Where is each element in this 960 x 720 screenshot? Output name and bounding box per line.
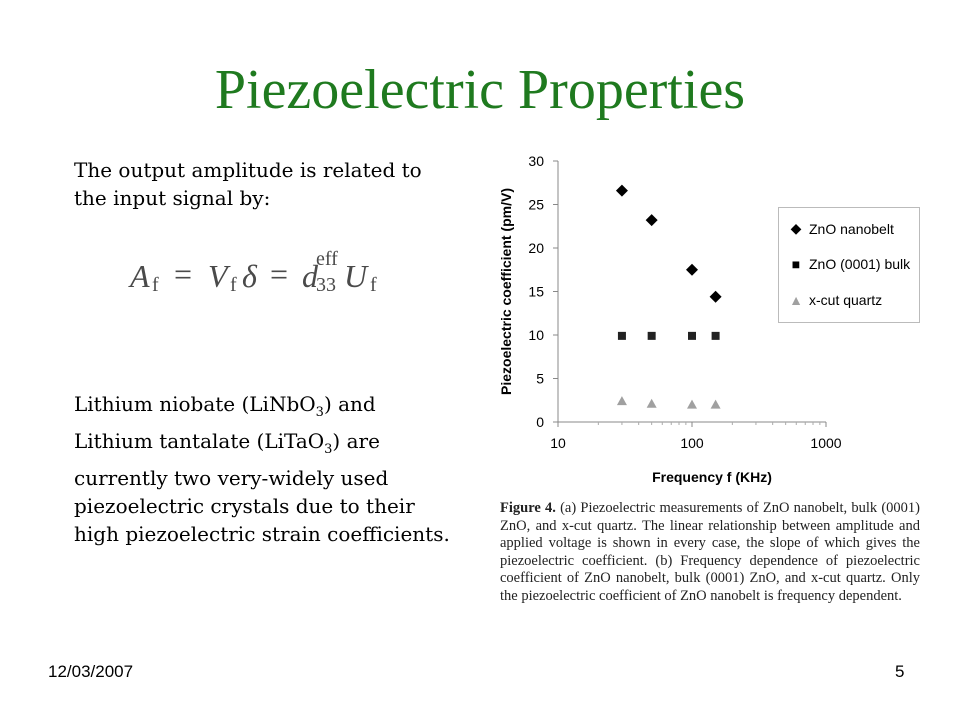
y-tick-label: 10: [528, 327, 544, 343]
formula-d: d: [302, 258, 318, 294]
x-tick-label: 10: [550, 435, 566, 451]
square-marker-icon: ■: [791, 256, 801, 272]
chart-legend: [778, 207, 920, 323]
formula-delta: δ: [242, 258, 257, 294]
legend-label-nanobelt: ZnO nanobelt: [809, 220, 894, 237]
data-point-nanobelt: [686, 264, 698, 276]
body-line1-pre: Lithium niobate (LiNbO: [74, 392, 316, 416]
legend-item-nanobelt: [789, 220, 894, 237]
formula-eq2: =: [270, 256, 289, 292]
formula-u-sub: f: [370, 274, 377, 296]
triangle-marker-icon: ▲: [789, 292, 803, 308]
y-tick-label: 25: [528, 196, 544, 213]
data-point-bulk: [618, 332, 626, 340]
intro-text: The output amplitude is related to the input signal by:: [74, 158, 422, 210]
legend-label-quartz: x-cut quartz: [809, 292, 883, 308]
body-line2-pre: Lithium tantalate (LiTaO: [74, 429, 325, 453]
data-point-bulk: [688, 332, 696, 340]
slide-title: Piezoelectric Properties: [214, 59, 746, 121]
x-axis-title: Frequency f (KHz): [652, 469, 772, 485]
data-point-nanobelt: [646, 214, 658, 226]
data-point-quartz: [687, 400, 697, 409]
x-tick-label: 1000: [810, 435, 842, 451]
diamond-marker-icon: ◆: [790, 220, 802, 236]
figure-caption: [500, 500, 920, 606]
body-line4: piezoelectric crystals due to their: [74, 494, 415, 518]
body-line3: currently two very-widely used: [74, 466, 389, 490]
legend-label-bulk: ZnO (0001) bulk: [809, 256, 911, 272]
data-point-quartz: [617, 396, 627, 405]
crystals-paragraph: [74, 390, 474, 548]
formula-v: V: [208, 258, 228, 294]
body-line1-post: ) and: [323, 392, 376, 416]
body-line1-sub: 3: [315, 405, 324, 420]
formula-a: A: [130, 258, 150, 294]
formula-d-sub: 33: [316, 274, 336, 296]
data-point-quartz: [647, 399, 657, 408]
footer-date: 12/03/2007: [48, 662, 134, 681]
formula-eq1: =: [174, 256, 193, 292]
body-line2-sub: 3: [324, 442, 333, 457]
y-tick-label: 30: [528, 153, 544, 169]
data-point-bulk: [648, 332, 656, 340]
data-point-nanobelt: [710, 291, 722, 303]
legend-item-quartz: [789, 292, 882, 308]
y-tick-label: 20: [528, 240, 544, 256]
y-tick-label: 15: [528, 283, 544, 300]
formula-v-sub: f: [230, 274, 237, 296]
page-number: 5: [895, 662, 905, 681]
y-tick-label: 5: [536, 370, 544, 387]
body-line2-post: ) are: [332, 429, 380, 453]
legend-item-bulk: [789, 256, 910, 272]
caption-text: (a) Piezoelectric measurements of ZnO nanobelt, bulk (0001) ZnO, and x-cut quartz. The linear relationship between amplitude and applied voltage is shown in every case, the slope of which gives the piezoelectric coefficient. (b) Frequency dependence of piezoelectric coefficient of ZnO nanobelt, bulk (0001) ZnO, and x-cut quartz. Only the piezoelectric coefficient of ZnO nanobelt is frequency dependent.: [500, 500, 921, 604]
body-line5: high piezoelectric strain coefficients.: [74, 522, 450, 546]
formula-u: U: [344, 258, 368, 294]
caption-label: Figure 4.: [500, 500, 556, 516]
x-tick-label: 100: [680, 435, 704, 451]
amplitude-formula: [130, 246, 450, 306]
data-point-quartz: [711, 400, 721, 409]
formula-a-sub: f: [152, 274, 159, 296]
formula-d-sup: eff: [316, 248, 338, 270]
data-point-bulk: [712, 332, 720, 340]
y-tick-label: 0: [536, 414, 544, 430]
data-point-nanobelt: [616, 185, 628, 197]
y-axis-title: Piezoelectric coefficient (pm/V): [498, 188, 514, 395]
